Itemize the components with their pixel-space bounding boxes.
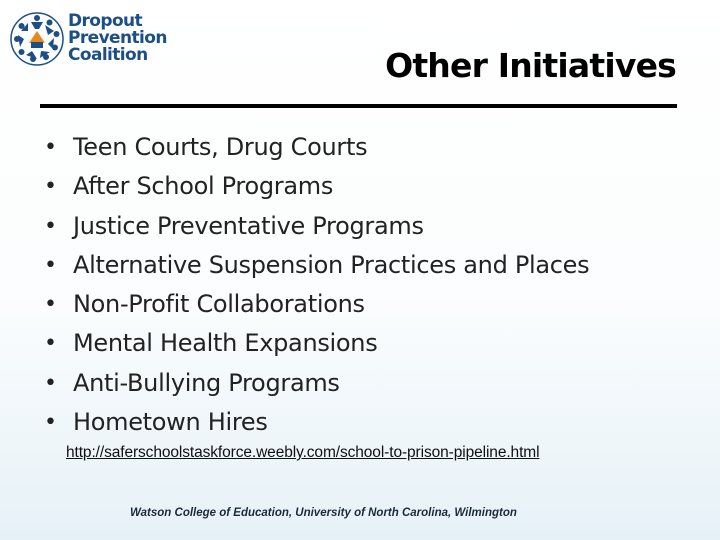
list-item	[44, 324, 589, 363]
logo-line-dropout: Dropout	[68, 11, 143, 31]
source-link[interactable]: http://saferschoolstaskforce.weebly.com/school-to-prison-pipeline.html	[66, 444, 540, 461]
list-item	[44, 285, 589, 324]
bullet-icon: •	[44, 174, 57, 200]
list-item	[44, 364, 589, 403]
list-item	[44, 207, 589, 246]
bullet-text: Mental Health Expansions	[73, 329, 378, 358]
bullet-icon: •	[44, 331, 57, 357]
bullet-text: Justice Preventative Programs	[73, 211, 424, 240]
bullet-icon: •	[44, 213, 57, 239]
bullet-text: Hometown Hires	[73, 408, 268, 437]
footer-credit: Watson College of Education, University of North Carolina, Wilmington	[130, 507, 517, 519]
bullet-text: Teen Courts, Drug Courts	[73, 133, 368, 161]
list-item	[44, 167, 589, 206]
bullet-text: Anti-Bullying Programs	[73, 368, 340, 397]
title-underline-divider	[40, 104, 677, 108]
list-item	[44, 246, 589, 285]
list-item	[44, 403, 589, 442]
list-item	[44, 128, 589, 167]
initiatives-bullet-list	[44, 128, 589, 442]
bullet-icon: •	[44, 292, 57, 318]
bullet-text: After School Programs	[73, 172, 334, 201]
bullet-icon: •	[44, 410, 57, 436]
bullet-icon: •	[44, 370, 57, 396]
slide-title: Other Initiatives	[385, 46, 676, 85]
logo-line-coalition: Coalition	[68, 45, 148, 65]
dropout-prevention-coalition-logo	[9, 11, 169, 71]
coalition-people-circle-icon	[9, 11, 65, 67]
bullet-text: Alternative Suspension Practices and Places	[73, 250, 590, 279]
bullet-text: Non-Profit Collaborations	[73, 290, 365, 319]
bullet-icon: •	[44, 135, 57, 160]
bullet-icon: •	[44, 252, 57, 278]
logo-line-prevention: Prevention	[68, 28, 167, 48]
